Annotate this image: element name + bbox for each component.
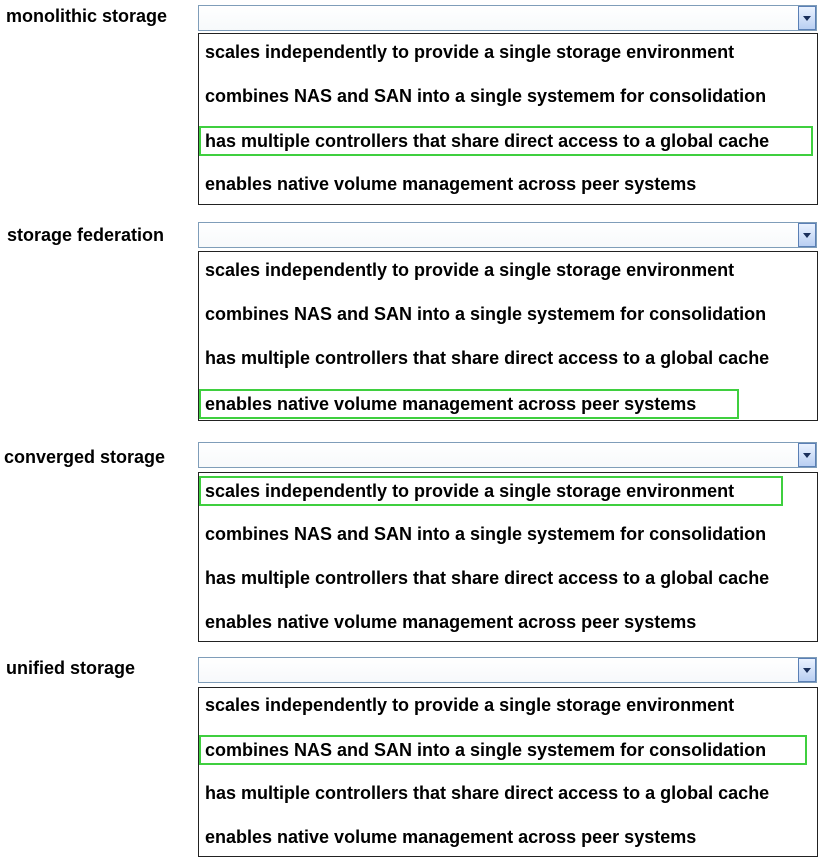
option-item[interactable]: combines NAS and SAN into a single systemem for consolidation — [205, 86, 767, 106]
answer-dropdown-unified-storage[interactable] — [198, 657, 817, 683]
answer-dropdown-converged-storage[interactable] — [198, 442, 817, 468]
dropdown-arrow-button[interactable] — [798, 658, 816, 682]
question-label-storage-federation: storage federation — [7, 225, 165, 245]
chevron-down-icon — [802, 452, 812, 459]
chevron-down-icon — [802, 667, 812, 674]
answer-dropdown-storage-federation[interactable] — [198, 222, 817, 248]
option-item[interactable]: scales independently to provide a single storage environment — [205, 260, 735, 280]
option-item[interactable]: scales independently to provide a single storage environment — [205, 695, 735, 715]
answer-options-list-storage-federation — [198, 251, 818, 421]
answer-dropdown-monolithic-storage[interactable] — [198, 5, 817, 31]
option-item[interactable]: combines NAS and SAN into a single systemem for consolidation — [205, 304, 767, 324]
question-label-converged-storage: converged storage — [4, 447, 166, 467]
option-item[interactable]: has multiple controllers that share direct access to a global cache — [205, 348, 770, 368]
chevron-down-icon — [802, 232, 812, 239]
option-item-selected[interactable]: has multiple controllers that share direct access to a global cache — [199, 126, 813, 156]
dropdown-arrow-button[interactable] — [798, 443, 816, 467]
option-item[interactable]: enables native volume management across peer systems — [205, 174, 697, 194]
option-item[interactable]: combines NAS and SAN into a single systemem for consolidation — [205, 524, 767, 544]
question-label-unified-storage: unified storage — [6, 658, 136, 678]
option-item-selected[interactable]: scales independently to provide a single storage environment — [199, 476, 783, 506]
question-label-monolithic-storage: monolithic storage — [6, 6, 168, 26]
option-item[interactable]: has multiple controllers that share direct access to a global cache — [205, 783, 770, 803]
option-item-selected[interactable]: enables native volume management across peer systems — [199, 389, 739, 419]
option-item[interactable]: enables native volume management across peer systems — [205, 827, 697, 847]
answer-options-list-converged-storage — [198, 472, 818, 642]
option-item[interactable]: enables native volume management across peer systems — [205, 612, 697, 632]
chevron-down-icon — [802, 15, 812, 22]
option-item[interactable]: has multiple controllers that share direct access to a global cache — [205, 568, 770, 588]
option-item-selected[interactable]: combines NAS and SAN into a single systemem for consolidation — [199, 735, 807, 765]
answer-options-list-monolithic-storage — [198, 33, 818, 205]
answer-options-list-unified-storage — [198, 687, 818, 857]
dropdown-arrow-button[interactable] — [798, 6, 816, 30]
dropdown-arrow-button[interactable] — [798, 223, 816, 247]
option-item[interactable]: scales independently to provide a single storage environment — [205, 42, 735, 62]
